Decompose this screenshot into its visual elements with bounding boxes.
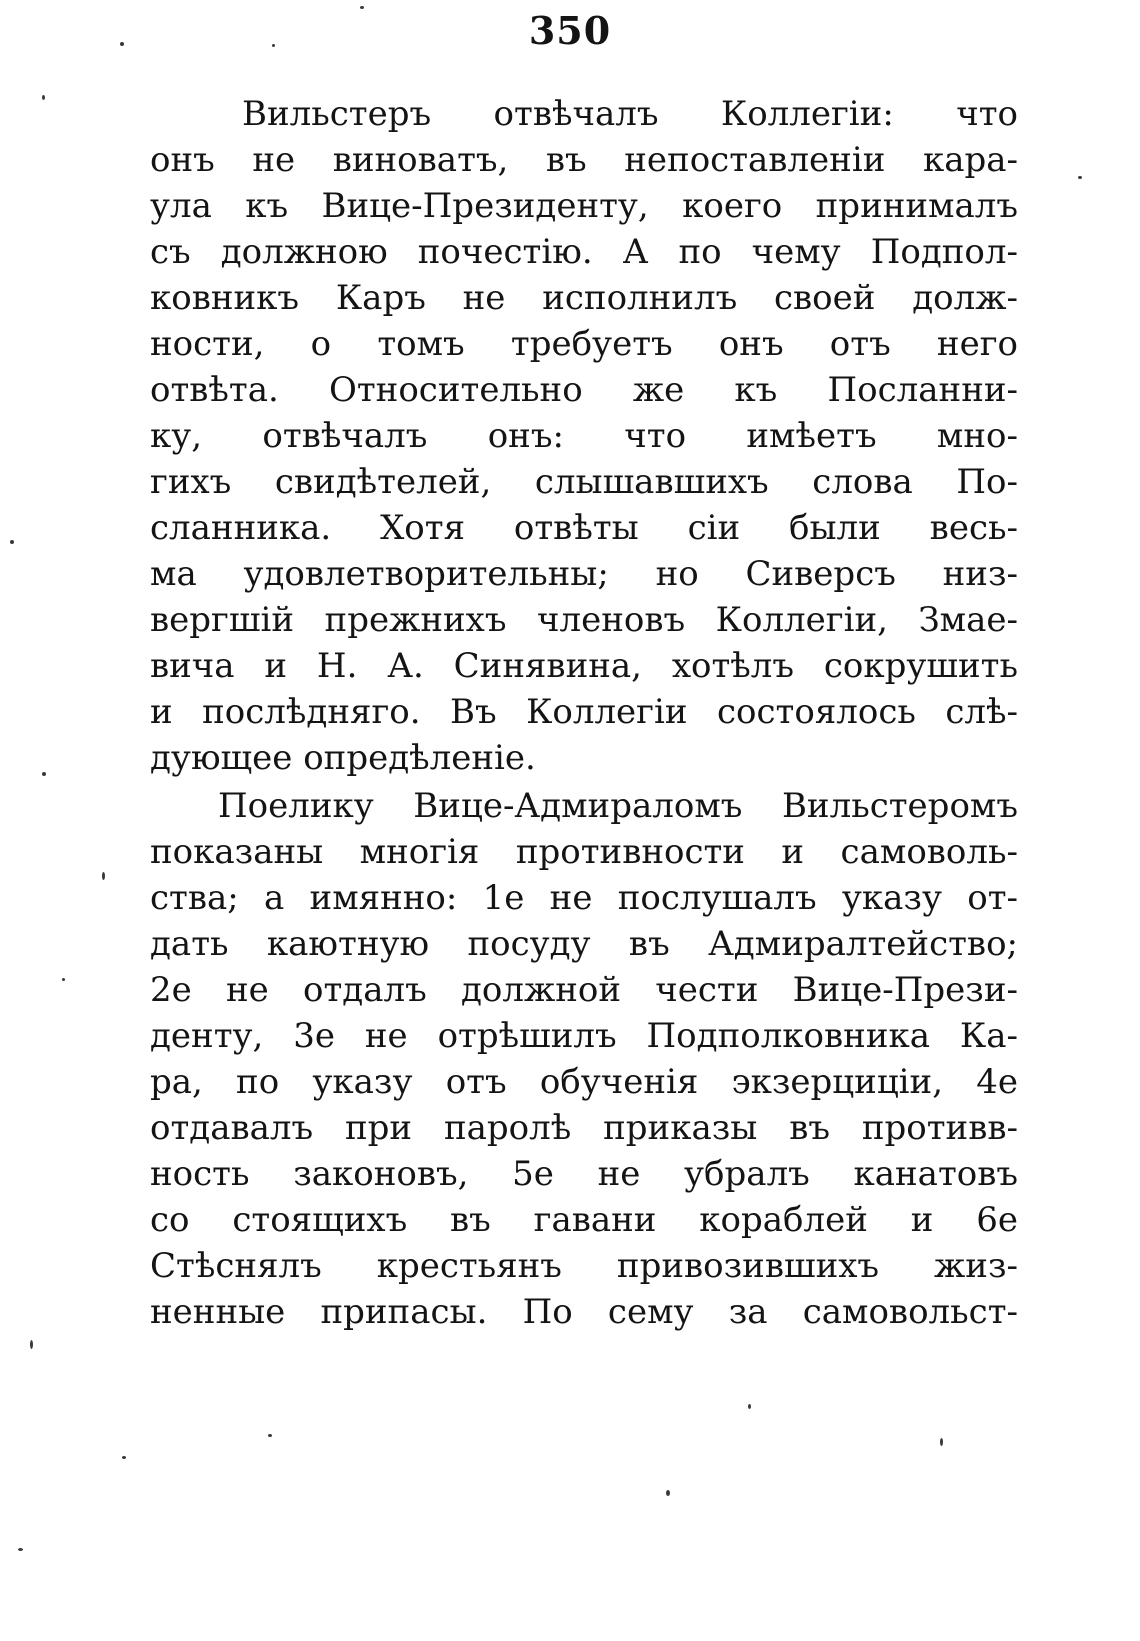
text-line: со стоящихъ въ гавани кораблей и 6е xyxy=(150,1200,1018,1240)
text-line: ковникъ Каръ не исполнилъ своей долж- xyxy=(150,278,1018,318)
text-line: сланника. Хотя отвѣты сіи были весь- xyxy=(150,508,1018,548)
scan-speck xyxy=(10,540,14,544)
scan-speck xyxy=(30,1340,33,1349)
text-line: отдавалъ при паролѣ приказы въ противв- xyxy=(150,1108,1018,1148)
text-line: ненные припасы. По сему за самовольст- xyxy=(150,1292,1018,1332)
text-line: Стѣснялъ крестьянъ привозившихъ жиз- xyxy=(150,1246,1018,1286)
text-line: Вильстеръ отвѣчалъ Коллегіи: что xyxy=(242,94,1018,134)
text-line: онъ не виноватъ, въ непоставленіи кара- xyxy=(150,140,1018,180)
scan-speck xyxy=(122,1456,126,1459)
page-number: 350 xyxy=(528,8,612,53)
scan-speck xyxy=(666,1490,670,1496)
text-line: ула къ Вице-Президенту, коего принималъ xyxy=(150,186,1018,226)
scan-speck xyxy=(1078,176,1082,179)
text-line: ность законовъ, 5е не убралъ канатовъ xyxy=(150,1154,1018,1194)
text-line: ства; а имянно: 1е не послушалъ указу от- xyxy=(150,878,1018,918)
text-line: и послѣдняго. Въ Коллегіи состоялось слѣ- xyxy=(150,692,1018,732)
text-line: денту, 3е не отрѣшилъ Подполковника Ка- xyxy=(150,1016,1018,1056)
scan-speck xyxy=(102,872,105,880)
text-line: Поелику Вице-Адмираломъ Вильстеромъ xyxy=(218,786,1018,826)
text-line: ности, о томъ требуетъ онъ отъ него xyxy=(150,324,1018,364)
scan-speck xyxy=(18,1548,23,1551)
text-line: вича и Н. А. Синявина, хотѣлъ сокрушить xyxy=(150,646,1018,686)
text-line: ра, по указу отъ обученія экзерциціи, 4е xyxy=(150,1062,1018,1102)
scan-speck xyxy=(42,772,46,776)
text-line: дать каютную посуду въ Адмиралтейство; xyxy=(150,924,1018,964)
text-line: вергшій прежнихъ членовъ Коллегіи, Змае- xyxy=(150,600,1018,640)
scan-speck xyxy=(268,1434,272,1437)
text-line: ку, отвѣчалъ онъ: что имѣетъ мно- xyxy=(150,416,1018,456)
text-line: съ должною почестію. А по чему Подпол- xyxy=(150,232,1018,272)
scan-speck xyxy=(940,1438,943,1446)
text-line: ма удовлетворительны; но Сиверсъ низ- xyxy=(150,554,1018,594)
scan-speck xyxy=(272,44,275,47)
text-line: отвѣта. Относительно же къ Посланни- xyxy=(150,370,1018,410)
scan-speck xyxy=(360,6,364,9)
scan-speck xyxy=(42,95,45,100)
text-line: дующее опредѣленіе. xyxy=(150,738,536,778)
scan-speck xyxy=(748,1404,751,1409)
text-line: 2е не отдалъ должной чести Вице-Прези- xyxy=(150,970,1018,1010)
scan-speck xyxy=(62,978,65,981)
text-line: показаны многія противности и самоволь- xyxy=(150,832,1018,872)
scan-speck xyxy=(120,42,124,46)
text-line: гихъ свидѣтелей, слышавшихъ слова По- xyxy=(150,462,1018,502)
